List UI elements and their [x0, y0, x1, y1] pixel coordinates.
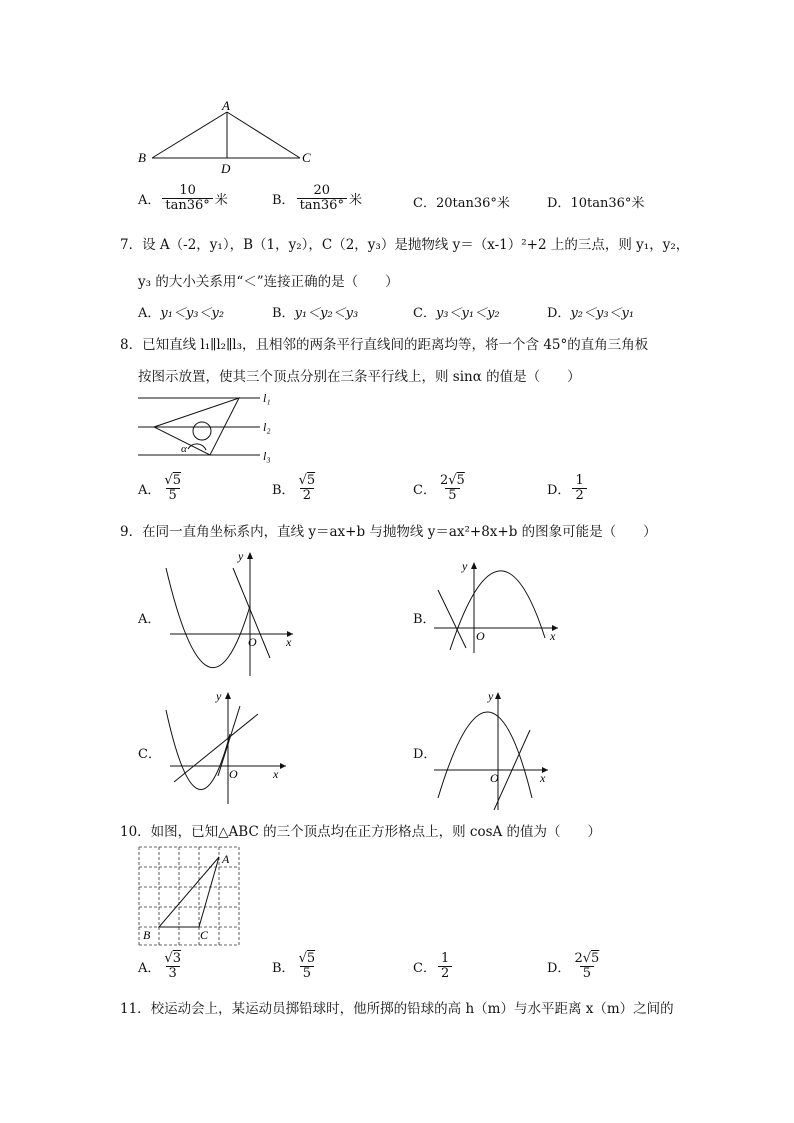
option-label: B．	[272, 482, 295, 498]
option-label: A．	[138, 192, 161, 208]
origin-label: O	[490, 771, 499, 785]
q6-option-a[interactable]	[138, 184, 228, 212]
fraction-denominator: 2	[438, 966, 452, 981]
q9-graph-b[interactable]	[430, 558, 565, 658]
q7-option-a[interactable]	[138, 302, 224, 321]
option-label: C．	[413, 960, 436, 976]
fraction-denominator: 5	[300, 966, 314, 981]
option-text: y₂＜y₃＜y₁	[570, 306, 635, 321]
q6-label-a: A	[222, 98, 230, 113]
q8-stem-line1: 8．已知直线 l₁∥l₂∥l₃，且相邻的两条平行直线间的距离均等，将一个含 45°的直角三角板	[120, 337, 649, 353]
option-text: 20tan36°米	[435, 196, 510, 211]
axis-x-label: x	[273, 767, 279, 781]
option-label: B．	[272, 960, 295, 976]
q9-graph-d[interactable]	[430, 686, 555, 816]
q6-option-b[interactable]	[272, 184, 362, 212]
option-text: 10tan36°米	[570, 196, 645, 211]
option-label: B．	[272, 306, 295, 321]
q10-grid-figure	[136, 844, 244, 948]
q10-label-b: B	[143, 928, 151, 942]
fraction-denominator: 2	[572, 488, 586, 503]
origin-label: O	[476, 629, 485, 643]
radicand: 3	[172, 951, 181, 966]
q8-option-d[interactable]	[547, 474, 589, 502]
fraction-denominator: 3	[166, 966, 180, 981]
q9-stem-line1: 9．在同一直角坐标系内，直线 y＝ax+b 与抛物线 y＝ax²+8x+b 的图象可能是（ ）	[120, 524, 657, 540]
q8-option-a[interactable]: A． $\frac{√5}{5}$	[138, 473, 181, 503]
q10-option-d[interactable]: D． $\frac{2√5}{5}$	[547, 951, 600, 981]
q9-graph-c[interactable]	[158, 686, 288, 806]
q7-option-b[interactable]	[272, 302, 358, 321]
q8-label-l1: l₁	[263, 391, 271, 405]
q9-option-a-label[interactable]: A．	[138, 612, 161, 627]
q8-label-l3: l₃	[263, 449, 271, 463]
coefficient: 2	[439, 473, 449, 488]
fraction-numerator: 1	[575, 473, 584, 488]
q6-label-d: D	[221, 161, 231, 176]
option-label: A．	[138, 482, 161, 498]
q8-option-c[interactable]: C． $\frac{2√5}{5}$	[413, 473, 465, 503]
q11-stem-line1: 11．校运动会上，某运动员掷铅球时，他所掷的铅球的高 h（m）与水平距离 x（m）之间的	[120, 1001, 674, 1017]
q9-option-c-label[interactable]: C．	[138, 747, 161, 762]
q10-label-a: A	[222, 852, 230, 866]
origin-label: O	[248, 635, 257, 649]
radicand: 5	[456, 473, 465, 488]
option-label: B．	[272, 192, 295, 208]
axis-x-label: x	[540, 771, 546, 785]
q10-option-a[interactable]: A． $\frac{√3}{3}$	[138, 951, 181, 981]
q10-label-c: C	[200, 928, 209, 942]
unit: 米	[214, 192, 228, 208]
origin-label: O	[229, 767, 238, 781]
radicand: 5	[306, 473, 316, 488]
axis-y-label: y	[238, 549, 244, 563]
fraction-denominator: tan36°	[162, 198, 212, 213]
fraction-denominator: 2	[300, 488, 314, 503]
option-label: A．	[138, 960, 161, 976]
option-text: y₃＜y₁＜y₂	[435, 306, 500, 321]
q7-option-d[interactable]	[547, 302, 634, 321]
q10-stem-line1: 10．如图，已知△ABC 的三个顶点均在正方形格点上，则 cosA 的值为（ ）	[120, 824, 602, 840]
radicand: 5	[172, 473, 181, 488]
axis-y-label: y	[462, 559, 468, 573]
q6-label-b: B	[138, 150, 146, 165]
q8-stem-line2: 按图示放置，使其三个顶点分别在三条平行线上，则 sinα 的值是（ ）	[138, 369, 581, 385]
q7-stem-line1: 7．设 A（-2，y₁），B（1，y₂），C（2，y₃）是抛物线 y＝（x-1）²+2 上的三点，则 y₁，y₂，	[120, 237, 690, 253]
option-label: C．	[413, 482, 436, 498]
fraction-numerator: 10	[179, 183, 196, 198]
q9-option-d-label[interactable]: D．	[413, 747, 437, 762]
q6-label-c: C	[302, 150, 311, 165]
option-label: D．	[547, 482, 571, 498]
fraction-numerator: 1	[440, 951, 450, 966]
option-label: D．	[547, 306, 571, 321]
coefficient: 2	[574, 951, 583, 966]
radicand: 5	[591, 951, 600, 966]
q8-label-l2: l₂	[263, 420, 271, 434]
q8-label-alpha: α	[181, 443, 187, 455]
option-label: C．	[413, 306, 436, 321]
fraction-denominator: 5	[166, 488, 180, 503]
option-label: D．	[547, 196, 571, 211]
fraction-numerator: 20	[313, 183, 331, 198]
fraction-denominator: tan36°	[297, 198, 347, 213]
q6-option-c[interactable]	[413, 192, 510, 211]
option-label: D．	[547, 960, 571, 976]
q10-option-c[interactable]	[413, 952, 454, 980]
unit: 米	[348, 192, 362, 208]
axis-y-label: y	[488, 689, 494, 703]
option-text: y₁＜y₃＜y₂	[160, 306, 225, 321]
axis-x-label: x	[550, 629, 556, 643]
q7-option-c[interactable]	[413, 302, 500, 321]
q9-option-b-label[interactable]: B．	[413, 612, 436, 627]
q8-option-b[interactable]: B． $\frac{√5}{2}$	[272, 473, 316, 503]
axis-x-label: x	[286, 635, 292, 649]
fraction-denominator: 5	[580, 966, 594, 981]
q9-graph-a[interactable]	[158, 546, 303, 681]
radicand: 5	[306, 951, 316, 966]
option-label: C．	[413, 196, 436, 211]
q6-triangle-figure	[130, 96, 330, 178]
option-text: y₁＜y₂＜y₃	[294, 306, 359, 321]
axis-y-label: y	[216, 689, 222, 703]
q8-parallel-lines-figure	[136, 390, 286, 466]
option-label: A．	[138, 306, 161, 321]
q6-option-d[interactable]	[547, 192, 644, 211]
q7-stem-line2: y₃ 的大小关系用“＜”连接正确的是（ ）	[138, 274, 399, 290]
q10-option-b[interactable]: B． $\frac{√5}{5}$	[272, 951, 316, 981]
fraction-denominator: 5	[445, 488, 459, 503]
